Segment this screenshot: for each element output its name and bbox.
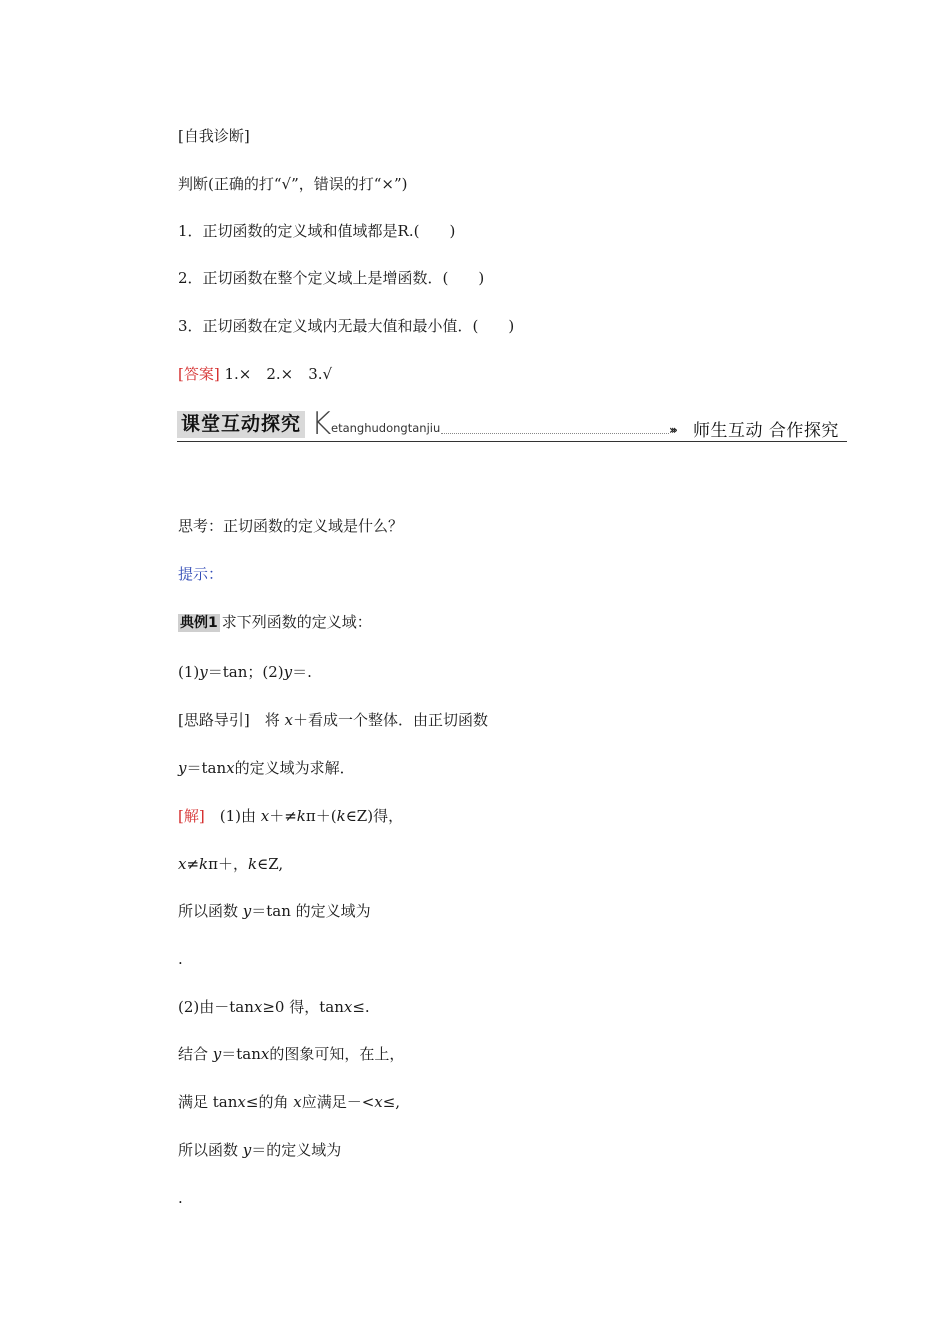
text-fragment: ≤, bbox=[382, 1093, 401, 1111]
solution-line-5 bbox=[178, 1044, 404, 1064]
self-check-item-2: 2．正切函数在整个定义域上是增函数．( ) bbox=[178, 269, 485, 287]
solution-line-1 bbox=[178, 806, 403, 826]
text-fragment: ∈Z)得， bbox=[345, 807, 404, 825]
self-check-item-3: 3．正切函数在定义域内无最大值和最小值．( ) bbox=[178, 317, 515, 335]
text-fragment: 结合 bbox=[178, 1045, 213, 1063]
var-y: y bbox=[242, 902, 252, 920]
text-fragment: ＋≠ bbox=[269, 807, 297, 825]
text-fragment: π＋， bbox=[208, 855, 248, 873]
example-prompt: 求下列函数的定义域： bbox=[221, 613, 372, 631]
guide-label: [思路导引] bbox=[178, 711, 250, 729]
text-fragment: (2)由－tan bbox=[178, 998, 254, 1016]
text-fragment: π＋( bbox=[305, 807, 337, 825]
text-fragment: 所以函数 bbox=[178, 902, 243, 920]
solution-line-2 bbox=[178, 854, 283, 874]
var-x: x bbox=[253, 998, 263, 1016]
text-fragment: ＋看成一个整体．由正切函数 bbox=[292, 711, 488, 729]
chevron-right-icon: ››› bbox=[669, 423, 675, 437]
solution-dot-1: . bbox=[178, 950, 183, 968]
solution-line-7 bbox=[178, 1140, 341, 1160]
var-k: k bbox=[336, 807, 346, 825]
text-fragment: 应满足－< bbox=[301, 1093, 375, 1111]
banner-pinyin: etanghudongtanjiu bbox=[331, 421, 441, 435]
text-fragment: 将 bbox=[249, 711, 285, 729]
answer-label: [答案] bbox=[178, 365, 220, 383]
text-fragment: 所以函数 bbox=[178, 1141, 243, 1159]
solution-line-3 bbox=[178, 901, 371, 921]
text-fragment: ＝tan bbox=[186, 759, 227, 777]
example-badge: 典例1 bbox=[180, 615, 218, 631]
section-banner bbox=[177, 408, 847, 444]
example-parts bbox=[178, 662, 312, 682]
var-x: x bbox=[178, 855, 187, 873]
var-x: x bbox=[237, 1093, 246, 1111]
text-fragment: ≠ bbox=[186, 855, 200, 873]
text-fragment: ≤的角 bbox=[245, 1093, 294, 1111]
var-y: y bbox=[242, 1141, 252, 1159]
banner-underline bbox=[177, 441, 847, 442]
var-x: x bbox=[374, 1093, 383, 1111]
solution-line-6 bbox=[178, 1092, 400, 1112]
text-fragment: ≥0 得，tan bbox=[262, 998, 344, 1016]
text-fragment: ＝. bbox=[292, 663, 312, 681]
var-x: x bbox=[260, 1045, 270, 1063]
example-prompt-line bbox=[178, 612, 372, 632]
self-check-item-1: 1．正切函数的定义域和值域都是R.( ) bbox=[178, 222, 456, 240]
var-x: x bbox=[260, 807, 270, 825]
text-fragment: ＝tan；(2) bbox=[207, 663, 284, 681]
text-fragment: (1) bbox=[178, 663, 200, 681]
answer-text: 1.× 2.× 3.√ bbox=[219, 365, 333, 383]
var-k: k bbox=[296, 807, 306, 825]
var-x: x bbox=[293, 1093, 302, 1111]
text-fragment: 满足 tan bbox=[178, 1093, 238, 1111]
text-fragment: 的定义域为求解． bbox=[234, 759, 355, 777]
banner-subtitle: 师生互动 合作探究 bbox=[693, 421, 839, 441]
var-k: k bbox=[199, 855, 209, 873]
guide-line-1 bbox=[178, 710, 488, 730]
guide-line-2 bbox=[178, 758, 355, 778]
var-y: y bbox=[212, 1045, 222, 1063]
banner-title: 课堂互动探究 bbox=[177, 411, 305, 438]
var-y: y bbox=[178, 759, 187, 777]
text-fragment: ∈Z, bbox=[257, 855, 284, 873]
self-check-instruction: 判断(正确的打“√”，错误的打“×”) bbox=[178, 175, 408, 193]
var-x: x bbox=[284, 711, 293, 729]
banner-k-letter: K bbox=[311, 406, 332, 442]
text-fragment: ＝的定义域为 bbox=[251, 1141, 342, 1159]
var-x: x bbox=[226, 759, 235, 777]
var-x: x bbox=[343, 998, 353, 1016]
var-k: k bbox=[248, 855, 258, 873]
think-question: 思考：正切函数的定义域是什么？ bbox=[178, 517, 404, 535]
solution-line-4 bbox=[178, 997, 370, 1017]
solution-dot-2: . bbox=[178, 1189, 183, 1207]
self-check-heading: [自我诊断] bbox=[178, 127, 250, 145]
text-fragment: (1)由 bbox=[204, 807, 261, 825]
text-fragment: 的图象可知，在上， bbox=[269, 1045, 405, 1063]
solution-label: [解] bbox=[178, 807, 205, 825]
text-fragment: ≤. bbox=[352, 998, 370, 1016]
text-fragment: ＝tan 的定义域为 bbox=[251, 902, 371, 920]
var-y: y bbox=[199, 663, 208, 681]
var-y: y bbox=[283, 663, 293, 681]
text-fragment: ＝tan bbox=[221, 1045, 261, 1063]
banner-dotted-rule bbox=[441, 433, 669, 434]
hint-label: 提示： bbox=[178, 565, 224, 583]
answer-line bbox=[178, 364, 332, 384]
